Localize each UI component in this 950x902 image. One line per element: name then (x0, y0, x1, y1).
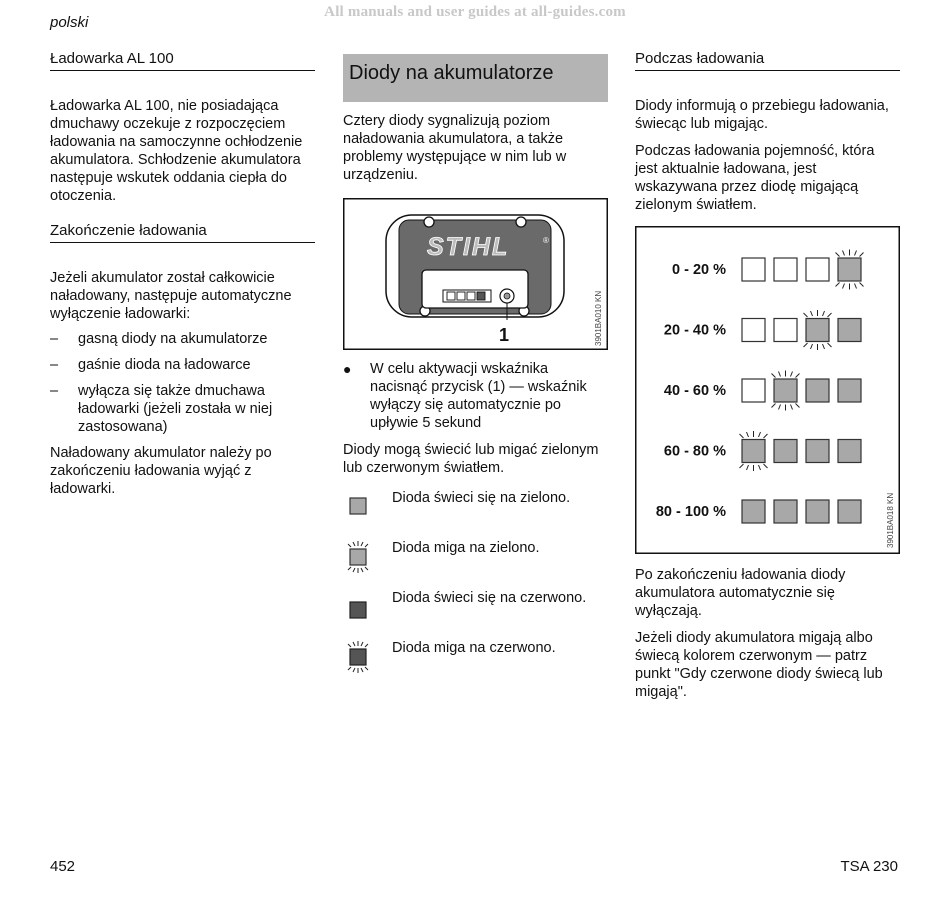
led-off (742, 379, 765, 402)
paragraph-leds-off: Po zakończeniu ładowania diody akumulatora automatycznie się wyłączają. (635, 567, 846, 619)
dash-marker: – (50, 383, 59, 399)
legend-text: Dioda świeci się na czerwono. (392, 590, 587, 606)
led-off (806, 258, 829, 281)
led-lit (774, 440, 797, 463)
charge-row-label: 80 - 100 % (655, 504, 726, 520)
dash-marker: – (50, 331, 59, 347)
charge-level-figure (635, 226, 900, 554)
figure-code: 3901BA010 KN (594, 290, 603, 346)
led-lit (774, 500, 797, 523)
legend-text: Dioda miga na zielono. (392, 540, 540, 556)
list-item (50, 356, 315, 374)
section-heading-battery-leds: Diody na akumulatorze (343, 54, 608, 102)
legend-row (343, 639, 608, 689)
led-off (742, 258, 765, 281)
led-lit (806, 500, 829, 523)
figure-code: 3901BA018 KN (886, 492, 895, 548)
led-green-blinking-icon (343, 539, 392, 580)
section-heading-charger: Ładowarka AL 100 (50, 50, 315, 71)
led-lit (806, 440, 829, 463)
bullet-marker: ● (343, 361, 352, 377)
section-heading-during-charging: Podczas ładowania (635, 50, 900, 71)
led-lit (806, 319, 829, 342)
list-item (343, 360, 608, 432)
column-battery-leds (343, 50, 608, 689)
legend-row (343, 589, 608, 639)
list-item (50, 330, 315, 348)
list-item-text: wyłącza się także dmuchawa ładowarki (jeżeli została w niej zastosowana) (78, 383, 273, 435)
column-charger (50, 50, 315, 507)
language-label: polski (50, 14, 89, 31)
legend-text: Dioda świeci się na zielono. (392, 490, 571, 506)
list-item-text: W celu aktywacji wskaźnika nacisnąć przycisk (1) — wskaźnik wyłączy się automatycznie po upływie 5 sekund (370, 361, 587, 431)
page-number: 452 (50, 858, 76, 875)
led-off (742, 319, 765, 342)
led-off (774, 258, 797, 281)
list-item (50, 382, 315, 436)
watermark: All manuals and user guides at all-guides.com (324, 4, 626, 20)
paragraph-charger: Ładowarka AL 100, nie posiadająca dmuchawy oczekuje z rozpoczęciem ładowania na samoczynne ochłodzenie akumulatora. Schłodzenie akumulatora następuje wskutek oddania ciepła do otoczenia. (50, 98, 303, 204)
led-lit (838, 319, 861, 342)
led-off (774, 319, 797, 342)
legend-text: Dioda miga na czerwono. (392, 640, 556, 656)
led-lit (742, 500, 765, 523)
led-lit (838, 500, 861, 523)
led-lit (806, 379, 829, 402)
led-lit (774, 379, 797, 402)
led-red-blinking-icon (343, 639, 392, 680)
model-name: TSA 230 (840, 858, 898, 875)
paragraph-blinking-capacity: Podczas ładowania pojemność, która jest aktualnie ładowana, jest wskazywana przez diodę migającą zielonym światłem. (635, 143, 875, 213)
charge-row-label: 0 - 20 % (672, 262, 726, 278)
dash-marker: – (50, 357, 59, 373)
column-during-charging (635, 50, 900, 710)
paragraph-led-colors: Diody mogą świecić lub migać zielonym lub czerwonym światłem. (343, 442, 599, 476)
list-item-text: gasną diody na akumulatorze (78, 331, 268, 347)
paragraph-end-charging: Jeżeli akumulator został całkowicie naładowany, następuje automatyczne wyłączenie ładowarki: (50, 270, 292, 322)
paragraph-remove-battery: Naładowany akumulator należy po zakończeniu ładowania wyjąć z ładowarki. (50, 445, 272, 497)
led-red-steady-icon (343, 589, 392, 630)
legend-row (343, 489, 608, 539)
section-heading-end-charging: Zakończenie ładowania (50, 222, 315, 243)
paragraph-red-leds: Jeżeli diody akumulatora migają albo świecą kolorem czerwonym — patrz punkt "Gdy czerwone diody świecą lub migają". (635, 630, 883, 700)
list-item-text: gaśnie dioda na ładowarce (78, 357, 251, 373)
charge-row-label: 60 - 80 % (663, 443, 726, 460)
stihl-logo: STIHL (427, 233, 510, 261)
legend-row (343, 539, 608, 589)
charge-row-label: 20 - 40 % (663, 322, 726, 339)
callout-number: 1 (499, 325, 510, 345)
paragraph-leds-intro: Cztery diody sygnalizują poziom naładowania akumulatora, a także problemy występujące w nim lub w urządzeniu. (343, 113, 567, 183)
battery-figure (343, 198, 608, 350)
charge-row-label: 40 - 60 % (663, 383, 726, 399)
paragraph-leds-inform: Diody informują o przebiegu ładowania, świecąc lub migając. (635, 98, 889, 132)
svg-text:®: ® (543, 236, 549, 245)
led-lit (838, 440, 861, 463)
led-lit (838, 379, 861, 402)
led-lit (838, 258, 861, 281)
led-lit (742, 440, 765, 463)
led-green-steady-icon (343, 489, 392, 524)
